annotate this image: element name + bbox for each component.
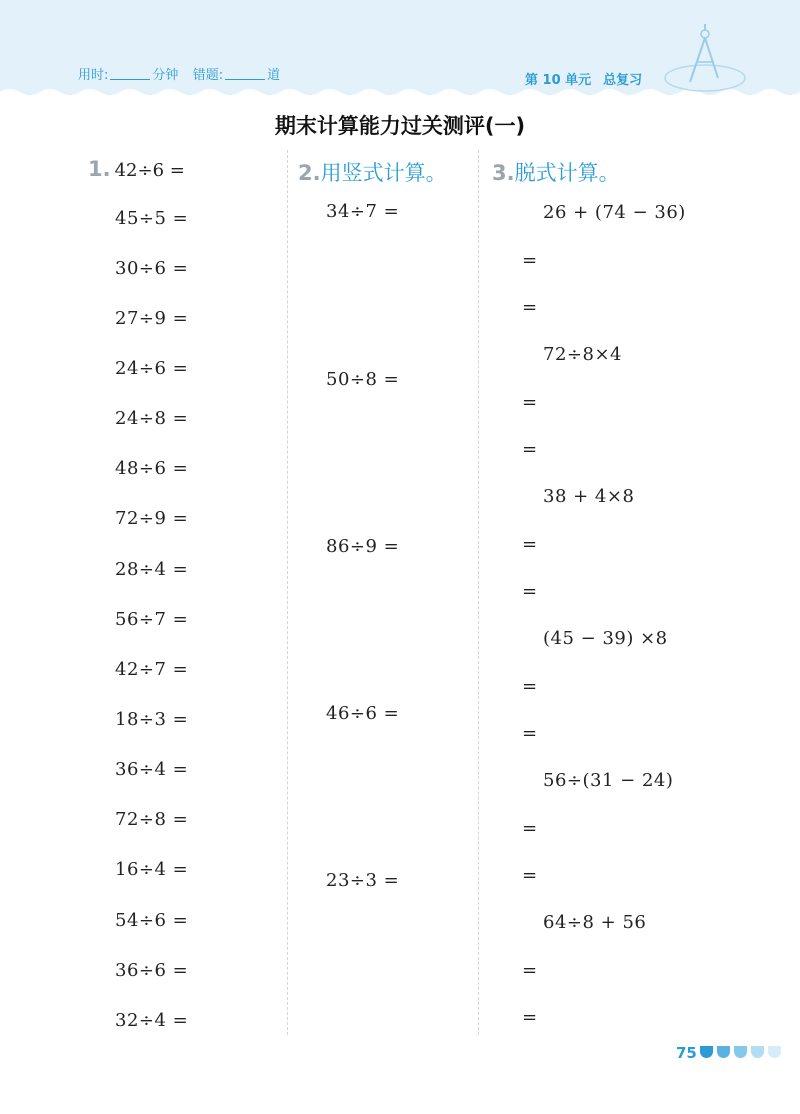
oral-problem: 42÷7 = xyxy=(115,659,189,680)
cup-icon xyxy=(717,1046,730,1058)
oral-problem: 72÷9 = xyxy=(115,508,189,529)
oral-problem: 36÷4 = xyxy=(115,759,189,780)
equals-line: = xyxy=(522,534,538,555)
oral-problem: 28÷4 = xyxy=(115,559,189,580)
errors-blank[interactable] xyxy=(225,68,265,80)
stepwise-problem: 64÷8 + 56 xyxy=(543,912,647,933)
section2-title: 用竖式计算。 xyxy=(320,161,447,185)
errors-unit: 道 xyxy=(267,68,281,83)
page-title: 期末计算能力过关测评(一) xyxy=(274,114,526,138)
time-blank[interactable] xyxy=(110,68,150,80)
oral-problem: 48÷6 = xyxy=(115,458,189,479)
stepwise-problem: 38 + 4×8 xyxy=(543,486,635,507)
vertical-problem: 46÷6 = xyxy=(326,703,400,724)
stepwise-problem: 26 + (74 − 36) xyxy=(543,202,686,223)
oral-problem: 30÷6 = xyxy=(115,258,189,279)
equals-line: = xyxy=(522,1007,538,1028)
oral-problem: 16÷4 = xyxy=(115,859,189,880)
section2-number: 2. xyxy=(298,161,321,185)
section1-number: 1. xyxy=(88,157,111,181)
vertical-problem: 50÷8 = xyxy=(326,369,400,390)
column-divider xyxy=(287,150,288,1035)
oral-problem: 32÷4 = xyxy=(115,1010,189,1031)
page-decoration-cups xyxy=(700,1046,781,1060)
oral-problem: 24÷8 = xyxy=(115,408,189,429)
page-number: 75 xyxy=(676,1044,697,1062)
oral-problem: 56÷7 = xyxy=(115,609,189,630)
cup-icon xyxy=(751,1046,764,1058)
vertical-problem: 86÷9 = xyxy=(326,536,400,557)
section3-title: 脱式计算。 xyxy=(514,161,620,185)
oral-problem: 45÷5 = xyxy=(115,208,189,229)
cup-icon xyxy=(734,1046,747,1058)
section3-heading xyxy=(492,157,620,187)
oral-problem: 27÷9 = xyxy=(115,308,189,329)
cup-icon xyxy=(700,1046,713,1058)
oral-problem: 36÷6 = xyxy=(115,960,189,981)
equals-line: = xyxy=(522,865,538,886)
equals-line: = xyxy=(522,297,538,318)
equals-line: = xyxy=(522,439,538,460)
review-label: 总复习 xyxy=(603,73,643,88)
stepwise-problem: (45 − 39) ×8 xyxy=(543,628,668,649)
time-errors-record xyxy=(78,64,280,83)
oral-problem: 72÷8 = xyxy=(115,809,189,830)
errors-label: 错题: xyxy=(192,68,224,83)
time-label: 用时: xyxy=(78,68,109,83)
section1-first-problem: 42÷6 = xyxy=(114,160,185,181)
equals-line: = xyxy=(522,676,538,697)
oral-problem: 24÷6 = xyxy=(115,358,189,379)
section1-heading xyxy=(88,157,185,181)
vertical-problem: 34÷7 = xyxy=(326,201,400,222)
cup-icon xyxy=(768,1046,781,1058)
stepwise-problem: 56÷(31 − 24) xyxy=(543,770,674,791)
oral-problem: 54÷6 = xyxy=(115,910,189,931)
time-unit: 分钟 xyxy=(152,68,179,83)
section2-heading xyxy=(298,157,447,187)
column-divider xyxy=(478,150,479,1035)
equals-line: = xyxy=(522,392,538,413)
equals-line: = xyxy=(522,960,538,981)
equals-line: = xyxy=(522,723,538,744)
equals-line: = xyxy=(522,818,538,839)
unit-number: 第 10 单元 xyxy=(525,73,592,88)
compass-icon xyxy=(660,20,750,100)
oral-problem: 18÷3 = xyxy=(115,709,189,730)
equals-line: = xyxy=(522,581,538,602)
section3-number: 3. xyxy=(492,161,515,185)
vertical-problem: 23÷3 = xyxy=(326,870,400,891)
unit-label xyxy=(525,69,642,88)
stepwise-problem: 72÷8×4 xyxy=(543,344,622,365)
equals-line: = xyxy=(522,250,538,271)
